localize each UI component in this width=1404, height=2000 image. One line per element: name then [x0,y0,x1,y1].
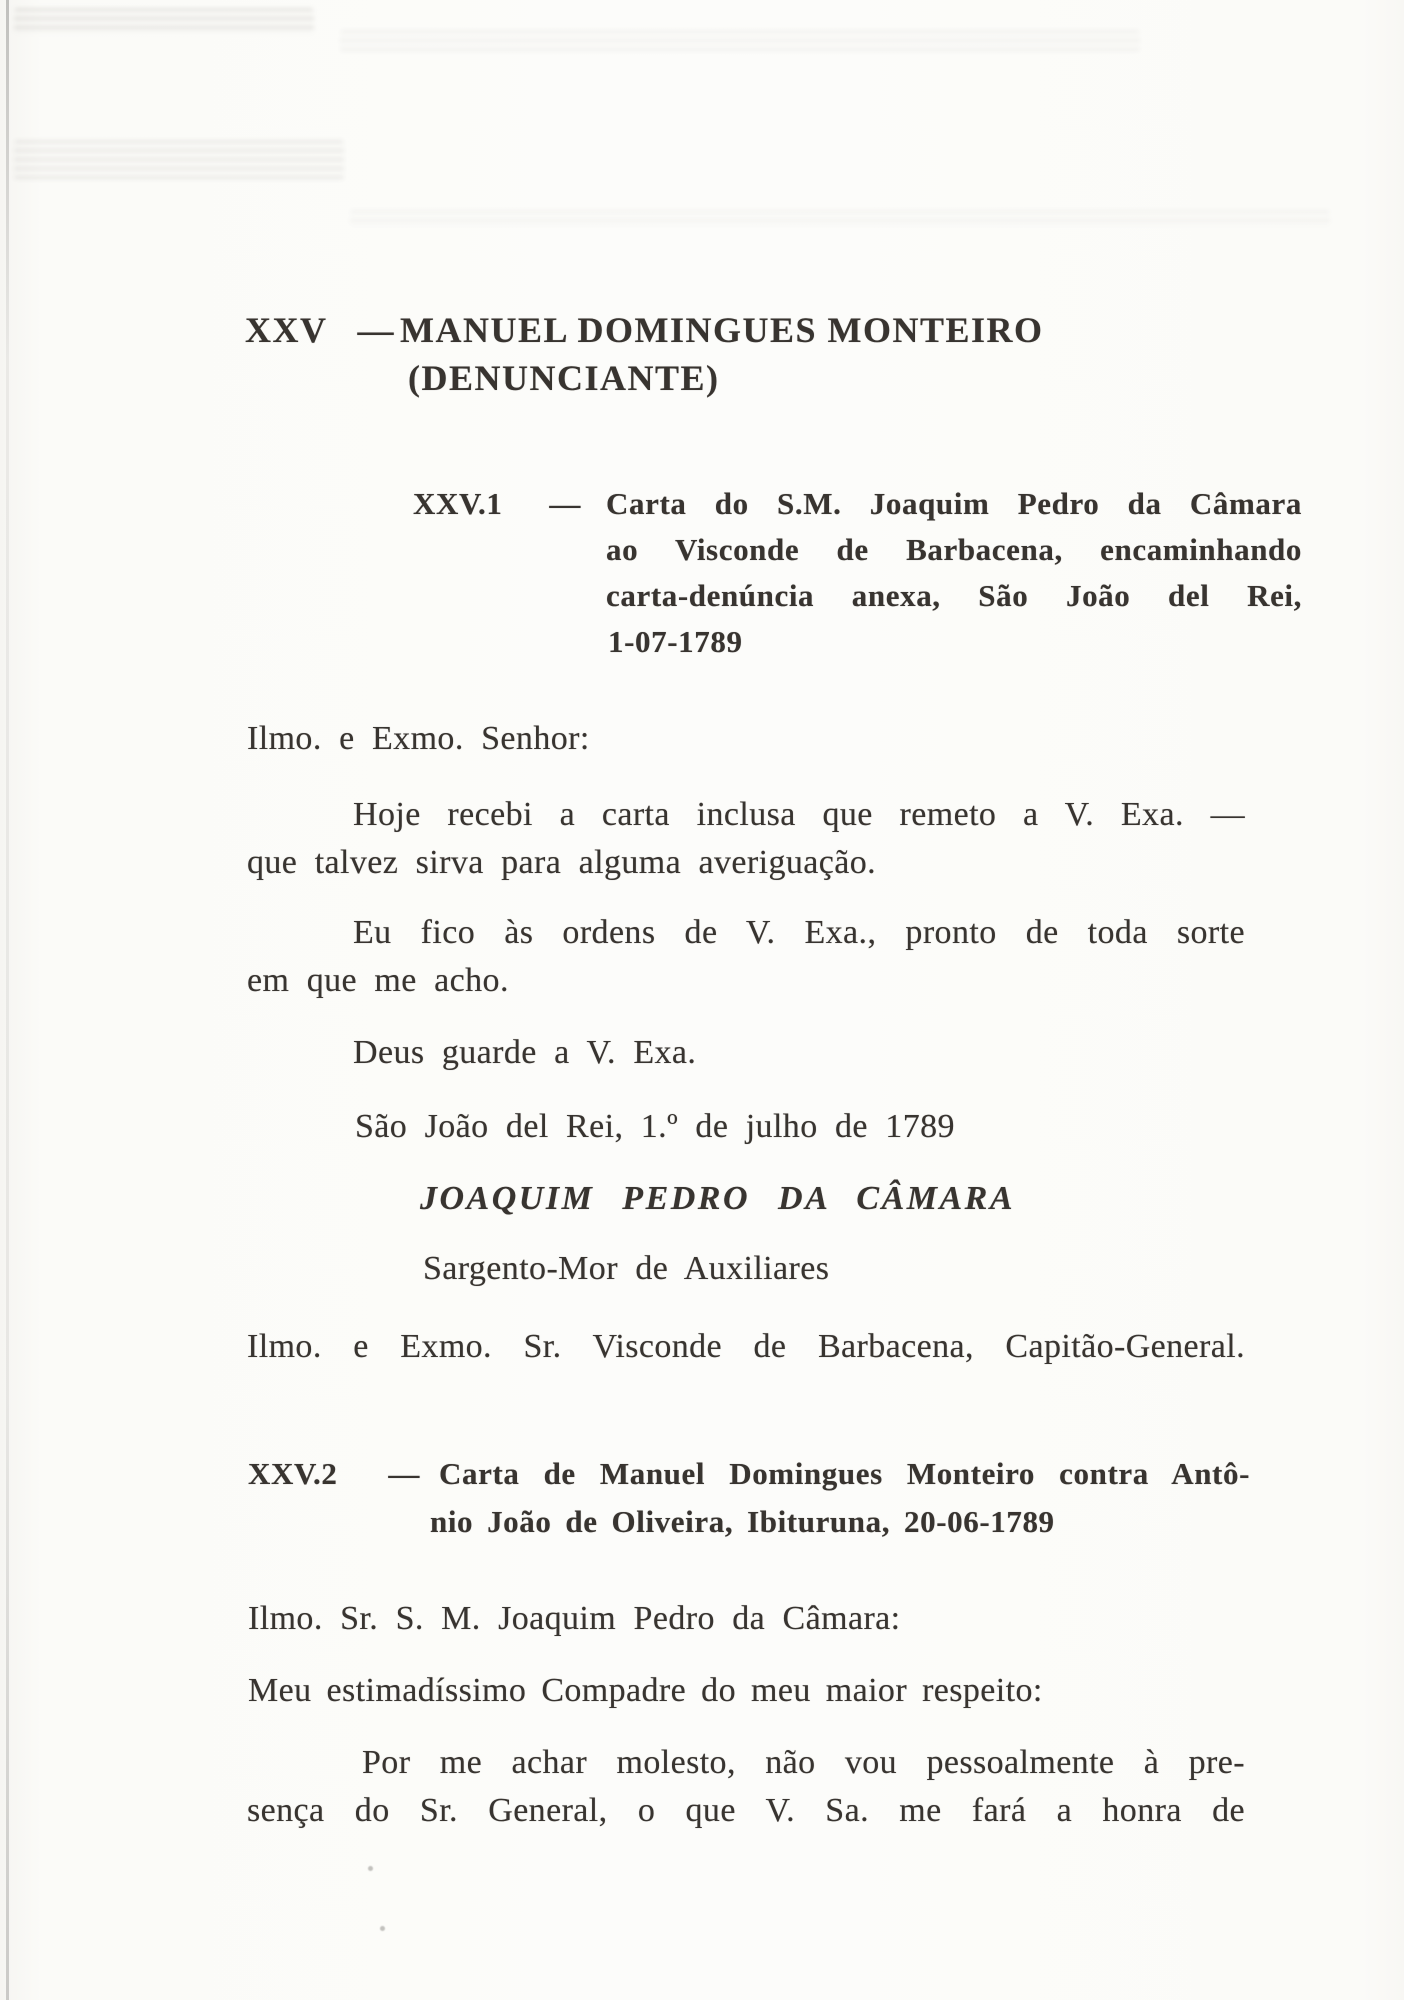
doc1-dateline: São João del Rei, 1.º de julho de 1789 [355,1108,955,1145]
doc1-heading-number-text: XXV.1 [413,486,503,521]
doc2-heading-number [248,1458,420,1489]
doc1-heading-dash: — [549,486,581,521]
section-number-text: XXV [245,310,328,350]
doc1-paragraph1-line1: Hoje recebi a carta inclusa que remeto a V. Exa. — [353,796,1245,833]
doc1-paragraph2-line2: em que me acho. [247,962,509,999]
doc1-addressee: Ilmo. e Exmo. Sr. Visconde de Barbacena, Capitão-General. [247,1328,1245,1365]
doc1-heading-line4: 1-07-1789 [608,624,743,659]
ink-speck [380,1926,385,1931]
page-edge-line [6,0,9,2000]
doc2-salutation: Ilmo. Sr. S. M. Joaquim Pedro da Câmara: [248,1600,901,1637]
doc1-signature-name: JOAQUIM PEDRO DA CÂMARA [420,1180,1016,1217]
doc2-greeting: Meu estimadíssimo Compadre do meu maior respeito: [248,1672,1043,1709]
showthrough-smudge [14,140,344,180]
doc1-signature-title: Sargento-Mor de Auxiliares [423,1250,830,1287]
section-title-line1: MANUEL DOMINGUES MONTEIRO [400,310,1044,350]
doc1-heading-number [413,488,581,519]
doc1-paragraph1-line2: que talvez sirva para alguma averiguação. [247,844,877,881]
ink-speck [368,1866,373,1871]
doc2-heading-line2: nio João de Oliveira, Ibituruna, 20-06-1789 [430,1504,1055,1539]
doc2-paragraph1-line2: sença do Sr. General, o que V. Sa. me fará a honra de [247,1792,1245,1829]
doc2-heading-dash: — [388,1456,420,1491]
section-title-line2: (DENUNCIANTE) [408,358,720,398]
doc1-valediction: Deus guarde a V. Exa. [353,1034,697,1071]
doc2-paragraph1-line1: Por me achar molesto, não vou pessoalmente à pre- [362,1744,1245,1781]
doc1-heading-line3: carta-denúncia anexa, São João del Rei, [606,578,1302,613]
showthrough-smudge [14,8,314,34]
section-dash: — [357,310,395,350]
doc1-paragraph2-line1: Eu fico às ordens de V. Exa., pronto de toda sorte [353,914,1245,951]
showthrough-smudge [340,30,1140,52]
showthrough-smudge [350,210,1330,228]
doc2-heading-line1: Carta de Manuel Domingues Monteiro contra Antô- [439,1456,1250,1491]
section-number [245,312,395,348]
doc1-heading-line2: ao Visconde de Barbacena, encaminhando [606,532,1302,567]
doc2-heading-number-text: XXV.2 [248,1456,338,1491]
doc1-salutation: Ilmo. e Exmo. Senhor: [247,720,590,757]
doc1-heading-line1: Carta do S.M. Joaquim Pedro da Câmara [606,486,1302,521]
